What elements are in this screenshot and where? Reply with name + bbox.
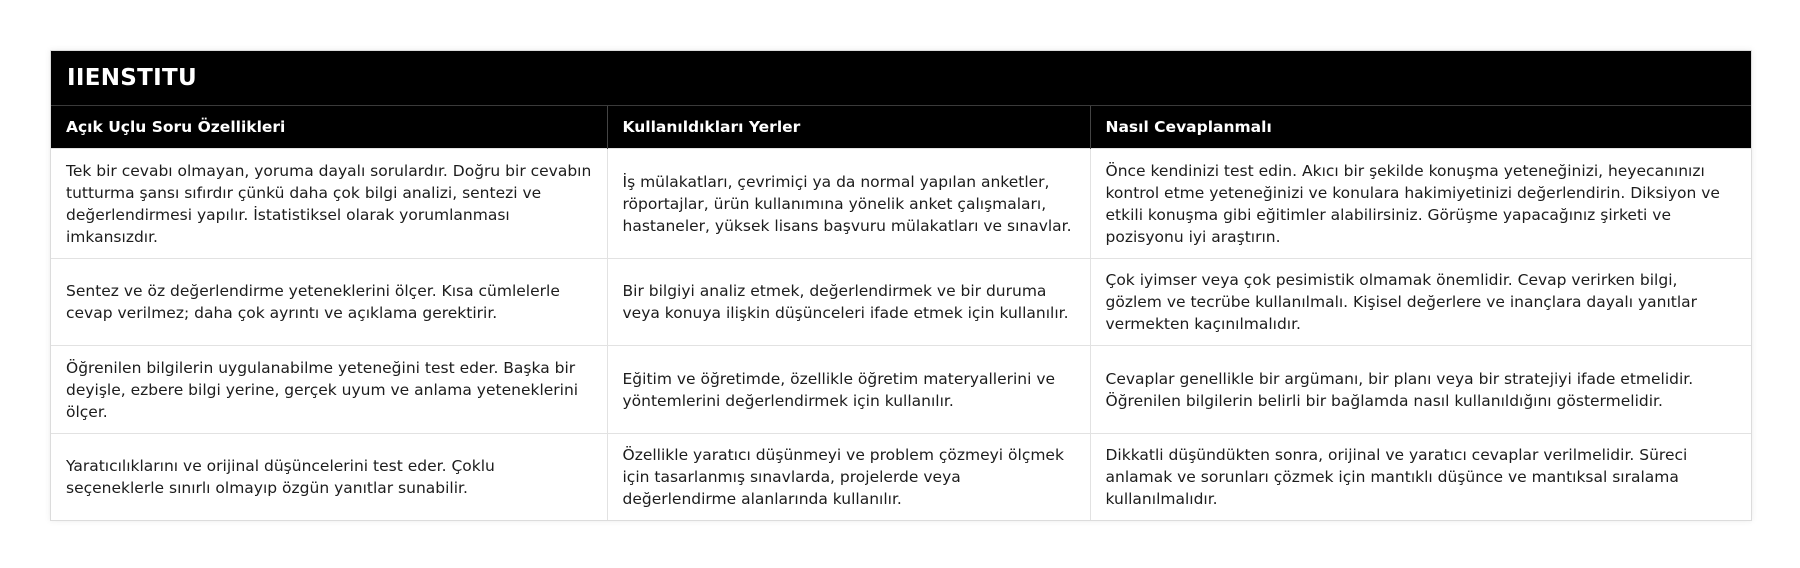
table-row (51, 149, 1751, 259)
table-cell: Dikkatli düşündükten sonra, orijinal ve yaratıcı cevaplar verilmelidir. Süreci anlamak ve sorunları çözmek için mantıklı düşünce ve mantıksal sıralama kullanılmalıdır. (1090, 434, 1751, 521)
column-header-usage: Kullanıldıkları Yerler (607, 106, 1090, 149)
table-cell: İş mülakatları, çevrimiçi ya da normal yapılan anketler, röportajlar, ürün kullanımına yönelik anket çalışmaları, hastaneler, yüksek lisans başvuru mülakatları ve sınavlar. (607, 149, 1090, 259)
column-header-features: Açık Uçlu Soru Özellikleri (51, 106, 607, 149)
comparison-table (51, 106, 1751, 520)
brand-title: IIENSTITU (51, 51, 1751, 106)
table-body (51, 149, 1751, 521)
table-cell: Yaratıcılıklarını ve orijinal düşüncelerini test eder. Çoklu seçeneklerle sınırlı olmayıp özgün yanıtlar sunabilir. (51, 434, 607, 521)
table-cell: Cevaplar genellikle bir argümanı, bir planı veya bir stratejiyi ifade etmelidir. Öğrenilen bilgilerin belirli bir bağlamda nasıl kullanıldığını göstermelidir. (1090, 346, 1751, 434)
table-cell: Bir bilgiyi analiz etmek, değerlendirmek ve bir duruma veya konuya ilişkin düşünceleri ifade etmek için kullanılır. (607, 259, 1090, 346)
table-row (51, 434, 1751, 521)
table-row (51, 259, 1751, 346)
table-cell: Öğrenilen bilgilerin uygulanabilme yeteneğini test eder. Başka bir deyişle, ezbere bilgi yerine, gerçek uyum ve anlama yeteneklerini ölçer. (51, 346, 607, 434)
comparison-table-container (50, 50, 1752, 521)
table-cell: Çok iyimser veya çok pesimistik olmamak önemlidir. Cevap verirken bilgi, gözlem ve tecrübe kullanılmalı. Kişisel değerlere ve inançlara dayalı yanıtlar vermekten kaçınılmalıdır. (1090, 259, 1751, 346)
table-cell: Önce kendinizi test edin. Akıcı bir şekilde konuşma yeteneğinizi, heyecanınızı kontrol etme yeteneğinizi ve konulara hakimiyetinizi değerlendirin. Diksiyon ve etkili konuşma gibi eğitimler alabilirsiniz. Görüşme yapacağınız şirketi ve pozisyonu iyi araştırın. (1090, 149, 1751, 259)
table-cell: Sentez ve öz değerlendirme yeteneklerini ölçer. Kısa cümlelerle cevap verilmez; daha çok ayrıntı ve açıklama gerektirir. (51, 259, 607, 346)
table-cell: Özellikle yaratıcı düşünmeyi ve problem çözmeyi ölçmek için tasarlanmış sınavlarda, projelerde veya değerlendirme alanlarında kullanılır. (607, 434, 1090, 521)
table-cell: Eğitim ve öğretimde, özellikle öğretim materyallerini ve yöntemlerini değerlendirmek için kullanılır. (607, 346, 1090, 434)
table-header (51, 106, 1751, 149)
table-cell: Tek bir cevabı olmayan, yoruma dayalı sorulardır. Doğru bir cevabın tutturma şansı sıfırdır çünkü daha çok bilgi analizi, sentezi ve değerlendirmesi yapılır. İstatistiksel olarak yorumlanması imkansızdır. (51, 149, 607, 259)
header-row (51, 106, 1751, 149)
column-header-how-to-answer: Nasıl Cevaplanmalı (1090, 106, 1751, 149)
table-row (51, 346, 1751, 434)
